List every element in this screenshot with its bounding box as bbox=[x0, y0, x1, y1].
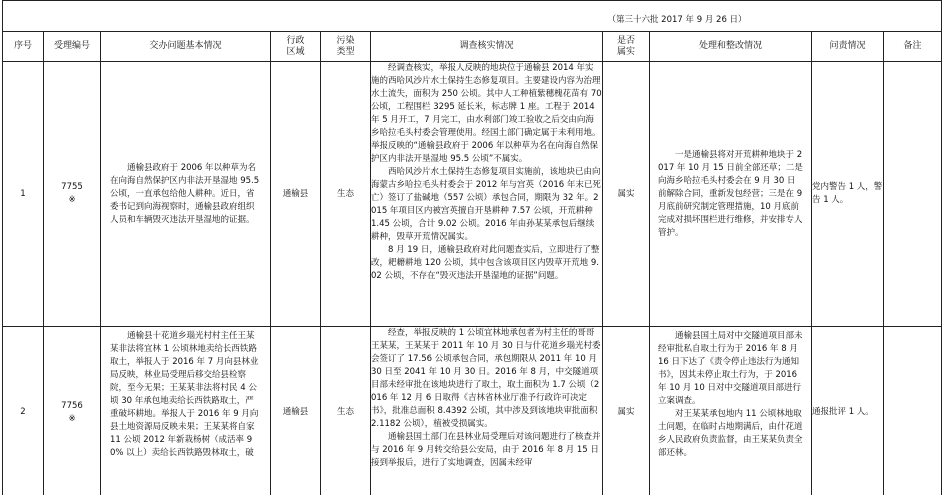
row-remarks bbox=[884, 327, 942, 495]
row-issue-text: 通榆县政府于 2006 年以种草为名在向海自然保护区内非法开垦湿地 95.5 公顷，一直承包给他人耕种。近日，省委书记到向海视察时，通榆县政府组织人员和车辆毁灭违法开垦湿地的证据。 bbox=[110, 162, 260, 225]
row-issue bbox=[101, 62, 271, 327]
table-row bbox=[3, 62, 942, 327]
row-verify bbox=[371, 327, 603, 495]
row-id bbox=[44, 327, 101, 495]
row-remarks bbox=[884, 62, 942, 327]
row-is-true: 属实 bbox=[603, 62, 650, 327]
row-verify bbox=[371, 62, 603, 327]
row-id bbox=[44, 62, 101, 327]
header-seq: 序号 bbox=[3, 32, 44, 62]
row-type: 生态 bbox=[321, 62, 371, 327]
row-region: 通榆县 bbox=[271, 62, 321, 327]
row-verify-p1: 经调查核实，举报人反映的地块位于通榆县 2014 年实施的西哈风沙片水土保持生态修复项目。主要建设内容为治理水土流失，面积为 250 公顷。其中人工种植紫穗槐花苗有 70 公顷，工程围栏 3295 延长米，标志牌 1 座。工程于 2014 年 5 月开工，7 月完工，由水利部门竣工验收之后交由向海乡哈拉毛头村委会管理使用。经国土部门确定属于未利用地。举报反映的“通榆县政府于 2006 年以种草为名在向海自然保护区内非法开垦湿地 95.5 公顷”不属实。 bbox=[371, 63, 602, 164]
row-handling-p2: 对王某某承包地内 11 公顷林地取土问题，在临时占地期满后，由什花道乡人民政府负责监督，由王某某负责全部还林。 bbox=[658, 409, 803, 458]
header-type bbox=[321, 32, 371, 62]
row-handling-p1: 一是通榆县将对开荒耕种地块于 2017 年 10 月 15 日前全部还草；二是向海乡哈拉毛头村委会在 9 月 30 日前解除合同，重新发包经营；三是在 9 月底前研究制定管理措施，10 月底前完成对损坏围栏进行维修，并安排专人管护。 bbox=[658, 149, 803, 238]
row-verify-p2: 西哈风沙片水土保持生态修复项目实施前，该地块已由向海蒙古乡哈拉毛头村委会于 2012 年与宫英（2016 年末已死亡）签订了盐碱地（557 公顷）承包合同，期限为 32 年。2015 年项目区内被宫英擅自开垦耕种 7.57 公顷，开荒耕种 1.45 公顷，合计 9.02 公顷。2016 年由孙某某承包后继续耕种，毁草开荒情况属实。 bbox=[371, 167, 601, 242]
table-row bbox=[3, 327, 942, 495]
row-region: 通榆县 bbox=[271, 327, 321, 495]
row-issue bbox=[101, 327, 271, 495]
row-id-mark: ※ bbox=[68, 195, 76, 205]
header-true bbox=[603, 32, 650, 62]
row-id-mark: ※ bbox=[68, 413, 76, 424]
row-seq: 2 bbox=[3, 327, 44, 495]
petition-table bbox=[2, 0, 942, 495]
header-true-a: 是否 bbox=[616, 35, 635, 46]
row-verify-p2: 通榆县国土部门在县林业局受理后对该问题进行了核查并与 2016 年 9 月转交给县公安局，由于 2016 年 8 月 15 日接到举报后，进行了实地调查，因属未经审 bbox=[371, 432, 601, 468]
row-accountability: 党内警告 1 人，警告 1 人。 bbox=[812, 62, 884, 327]
batch-title-cell bbox=[3, 1, 942, 32]
header-accountability: 问责情况 bbox=[812, 32, 884, 62]
row-id-number: 7756 bbox=[61, 400, 83, 411]
header-remarks: 备注 bbox=[884, 32, 942, 62]
row-id-number: 7755 bbox=[61, 182, 83, 192]
row-seq: 1 bbox=[3, 62, 44, 327]
header-region bbox=[271, 32, 321, 62]
header-region-b: 区域 bbox=[286, 46, 305, 57]
header-issue: 交办问题基本情况 bbox=[101, 32, 271, 62]
header-type-b: 类型 bbox=[336, 46, 355, 57]
row-accountability: 通报批评 1 人。 bbox=[812, 327, 884, 495]
header-region-a: 行政 bbox=[286, 35, 305, 46]
header-true-b: 属实 bbox=[616, 46, 635, 57]
header-row bbox=[3, 32, 942, 62]
batch-date: （第三十六批 2017 年 9 月 26 日） bbox=[607, 14, 747, 25]
header-type-a: 污染 bbox=[336, 35, 355, 46]
row-verify-p3: 8 月 19 日，通榆县政府对此问题查实后，立即进行了整改，耙耱耕地 120 公顷，其中包含该项目区内毁草开荒地 9.02 公顷，不存在“毁灭违法开垦湿地的证据”问题。 bbox=[371, 245, 600, 281]
header-handling: 处理和整改情况 bbox=[650, 32, 812, 62]
row-verify-p1: 经查，举报反映的 1 公顷宜林地承包者为村主任的哥哥王某某，王某某于 2011 年 10 月 30 日与什花道乡瑙光村委会签订了 17.56 公顷承包合同，承包期限从 2011 年 10 月 30 日至 2041 年 10 月 30 日。2016 年 8 月，中交隧道项目部未经审批在该地块进行了取土，取土面积为 1.7 公顷（2016 年 12 月 6 日取得《吉林省林业厅准予行政许可决定书》，批准总面积 8.4392 公顷，其中涉及到该地块审批面积 2.1182 公顷），植被受损属实。 bbox=[371, 328, 601, 429]
row-is-true: 属实 bbox=[603, 327, 650, 495]
row-handling bbox=[650, 62, 812, 327]
header-verify: 调查核实情况 bbox=[371, 32, 603, 62]
row-issue-text: 通榆县十花道乡瑙光村村主任王某某非法将宜林 1 公顷林地卖给长西铁路取土，举报人于 2016 年 7 月向县林业局反映，林业局受理后移交给县检察院，至今无果；王某某非法将村民 4 公顷 30 年承包地卖给长西铁路取土，严重破坏耕地。举报人于 2016 年 9 月向县土地资源局反映未果；王某某将自家 11 公顷 2012 年新栽杨树（成活率 90% 以上）卖给长西铁路毁林取土，破 bbox=[110, 331, 259, 458]
row-type: 生态 bbox=[321, 327, 371, 495]
row-handling bbox=[650, 327, 812, 495]
row-handling-p1: 通榆县国土局对中交隧道项目部未经审批私自取土行为于 2016 年 8 月 16 日下达了《责令停止违法行为通知书》，因其未停止取土行为，于 2016 年 10 月 10 日对中交隧道项目部进行立案调查。 bbox=[658, 331, 803, 406]
header-id: 受理编号 bbox=[44, 32, 101, 62]
